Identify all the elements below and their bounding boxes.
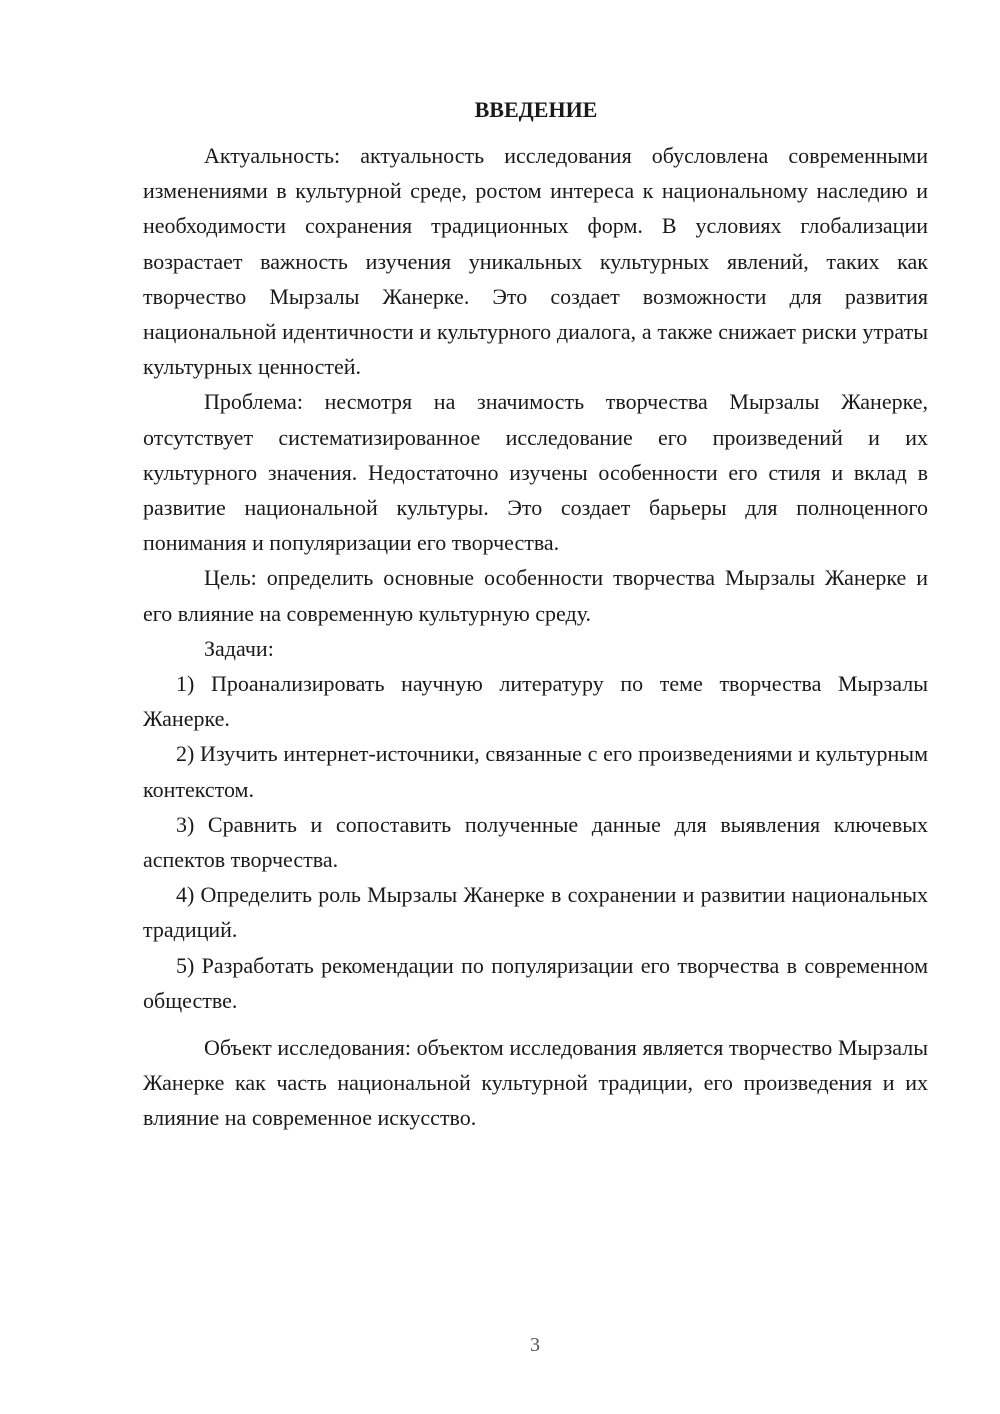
paragraph-object: Объект исследования: объектом исследования является творчество Мырзалы Жанерке как часть национальной культурной традиции, его произведения и их влияние на современное искусство.	[143, 1035, 928, 1131]
section-heading: ВВЕДЕНИЕ	[474, 97, 598, 122]
task-item-1: 1) Проанализировать научную литературу по теме творчества Мырзалы Жанерке.	[143, 671, 928, 732]
task-item-3: 3) Сравнить и сопоставить полученные данные для выявления ключевых аспектов творчества.	[143, 811, 928, 873]
task-item-5: 5) Разработать рекомендации по популяризации его творчества в современном обществе.	[143, 952, 928, 1013]
page-body	[143, 92, 928, 1136]
page-number: 3	[530, 1334, 540, 1356]
paragraph-problem: Проблема: несмотря на значимость творчества Мырзалы Жанерке, отсутствует систематизированное исследование его произведений и их культурного значения. Недостаточно изучены особенности его стиля и вклад в развитие национальной культуры. Это создает барьеры для полноценного понимания и популяризации его творчества.	[143, 389, 928, 556]
paragraph-goal: Цель: определить основные особенности творчества Мырзалы Жанерке и его влияние на современную культурную среду.	[143, 565, 928, 626]
paragraph-relevance: Актуальность: актуальность исследования обусловлена современными изменениями в культурной среде, ростом интереса к национальному наследию и необходимости сохранения традиционных форм. В условиях глобализации возрастает важность изучения уникальных культурных явлений, таких как творчество Мырзалы Жанерке. Это создает возможности для развития национальной идентичности и культурного диалога, а также снижает риски утраты культурных ценностей.	[143, 143, 928, 380]
task-item-2: 2) Изучить интернет-источники, связанные с его произведениями и культурным контекстом.	[143, 741, 928, 802]
task-item-4: 4) Определить роль Мырзалы Жанерке в сохранении и развитии национальных традиций.	[143, 882, 928, 943]
tasks-label: Задачи:	[204, 635, 274, 661]
